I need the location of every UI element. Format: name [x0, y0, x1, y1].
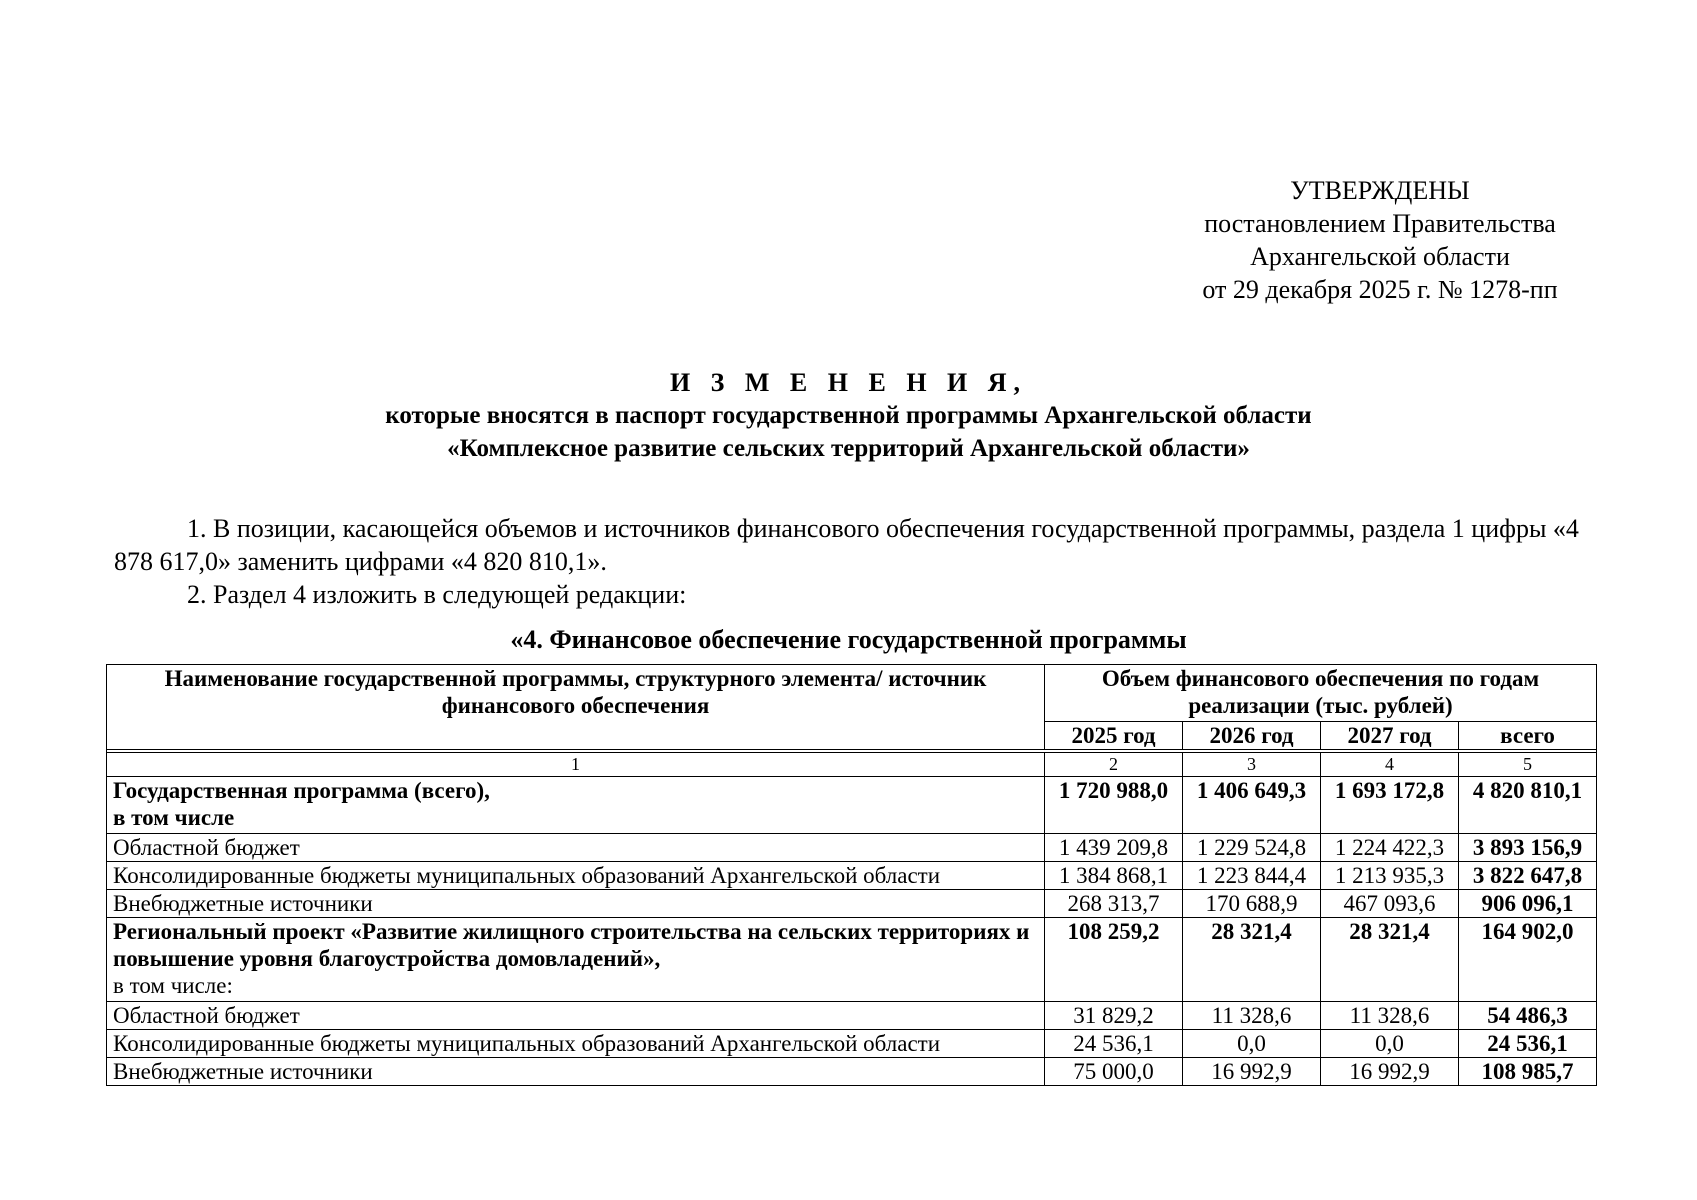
value-2026: 28 321,4	[1183, 918, 1321, 1002]
row-name-text: Государственная программа (всего),	[113, 778, 490, 803]
value-2027: 467 093,6	[1321, 890, 1459, 918]
column-number: 5	[1459, 753, 1597, 777]
value-2027: 11 328,6	[1321, 1002, 1459, 1030]
body-text	[114, 512, 1594, 611]
paragraph-1: 1. В позиции, касающейся объемов и источников финансового обеспечения государственной программы, раздела 1 цифры «4 878 617,0» заменить цифрами «4 820 810,1».	[114, 514, 1579, 576]
value-2025: 108 259,2	[1045, 918, 1183, 1002]
approval-line: постановлением Правительства	[1204, 209, 1556, 238]
table-row	[107, 834, 1597, 862]
document-title	[100, 366, 1597, 465]
column-number: 3	[1183, 753, 1321, 777]
value-2027: 0,0	[1321, 1030, 1459, 1058]
header-year: 2026 год	[1183, 722, 1321, 750]
value-2026: 0,0	[1183, 1030, 1321, 1058]
value-2026: 1 223 844,4	[1183, 862, 1321, 890]
value-2026: 11 328,6	[1183, 1002, 1321, 1030]
row-name-sub: в том числе:	[113, 973, 233, 998]
value-2025: 1 439 209,8	[1045, 834, 1183, 862]
value-2025: 1 720 988,0	[1045, 777, 1183, 834]
value-total: 24 536,1	[1459, 1030, 1597, 1058]
row-name: Областной бюджет	[107, 1002, 1045, 1030]
value-2025: 24 536,1	[1045, 1030, 1183, 1058]
approval-line: Архангельской области	[1250, 242, 1510, 271]
approval-stamp	[1160, 174, 1600, 306]
row-name	[107, 918, 1045, 1002]
value-total: 54 486,3	[1459, 1002, 1597, 1030]
row-name: Внебюджетные источники	[107, 1058, 1045, 1086]
value-2025: 31 829,2	[1045, 1002, 1183, 1030]
value-2026: 170 688,9	[1183, 890, 1321, 918]
paragraph-2: 2. Раздел 4 изложить в следующей редакции:	[187, 580, 687, 609]
header-volume: Объем финансового обеспечения по годам реализации (тыс. рублей)	[1045, 665, 1597, 722]
value-2027: 1 213 935,3	[1321, 862, 1459, 890]
column-number: 2	[1045, 753, 1183, 777]
value-total: 108 985,7	[1459, 1058, 1597, 1086]
column-number: 1	[107, 753, 1045, 777]
table-row	[107, 862, 1597, 890]
value-2025: 268 313,7	[1045, 890, 1183, 918]
value-2025: 75 000,0	[1045, 1058, 1183, 1086]
value-2027: 16 992,9	[1321, 1058, 1459, 1086]
value-2027: 1 224 422,3	[1321, 834, 1459, 862]
row-name: Внебюджетные источники	[107, 890, 1045, 918]
value-2027: 28 321,4	[1321, 918, 1459, 1002]
approval-date: от 29 декабря 2025 г. № 1278-пп	[1202, 275, 1558, 304]
table-row	[107, 1058, 1597, 1086]
value-total: 906 096,1	[1459, 890, 1597, 918]
value-total: 3 822 647,8	[1459, 862, 1597, 890]
table-row	[107, 1030, 1597, 1058]
value-2025: 1 384 868,1	[1045, 862, 1183, 890]
row-name-sub: в том числе	[113, 805, 235, 830]
title-subtitle: которые вносятся в паспорт государственной программы Архангельской области	[385, 402, 1312, 429]
header-name: Наименование государственной программы, структурного элемента/ источник финансового обеспечения	[107, 665, 1045, 750]
row-name: Консолидированные бюджеты муниципальных образований Архангельской области	[107, 1030, 1045, 1058]
approval-title: УТВЕРЖДЕНЫ	[1290, 176, 1470, 205]
value-2027: 1 693 172,8	[1321, 777, 1459, 834]
header-total: всего	[1459, 722, 1597, 750]
value-2026: 16 992,9	[1183, 1058, 1321, 1086]
table-title: «4. Финансовое обеспечение государственной программы	[510, 625, 1187, 654]
table-row	[107, 1002, 1597, 1030]
value-2026: 1 406 649,3	[1183, 777, 1321, 834]
row-name-text: Региональный проект «Развитие жилищного строительства на сельских территориях и повышение уровня благоустройства домовладений»,	[113, 919, 1030, 971]
table-row	[107, 918, 1597, 1002]
title-heading: И З М Е Н Е Н И Я,	[669, 368, 1028, 397]
row-name	[107, 777, 1045, 834]
value-total: 4 820 810,1	[1459, 777, 1597, 834]
row-name: Консолидированные бюджеты муниципальных образований Архангельской области	[107, 862, 1045, 890]
row-name: Областной бюджет	[107, 834, 1045, 862]
title-program: «Комплексное развитие сельских территорий Архангельской области»	[447, 435, 1250, 462]
header-year: 2025 год	[1045, 722, 1183, 750]
value-2026: 1 229 524,8	[1183, 834, 1321, 862]
value-total: 3 893 156,9	[1459, 834, 1597, 862]
table-row	[107, 777, 1597, 834]
table-row	[107, 890, 1597, 918]
column-number: 4	[1321, 753, 1459, 777]
financing-table	[106, 664, 1597, 1086]
value-total: 164 902,0	[1459, 918, 1597, 1002]
header-year: 2027 год	[1321, 722, 1459, 750]
